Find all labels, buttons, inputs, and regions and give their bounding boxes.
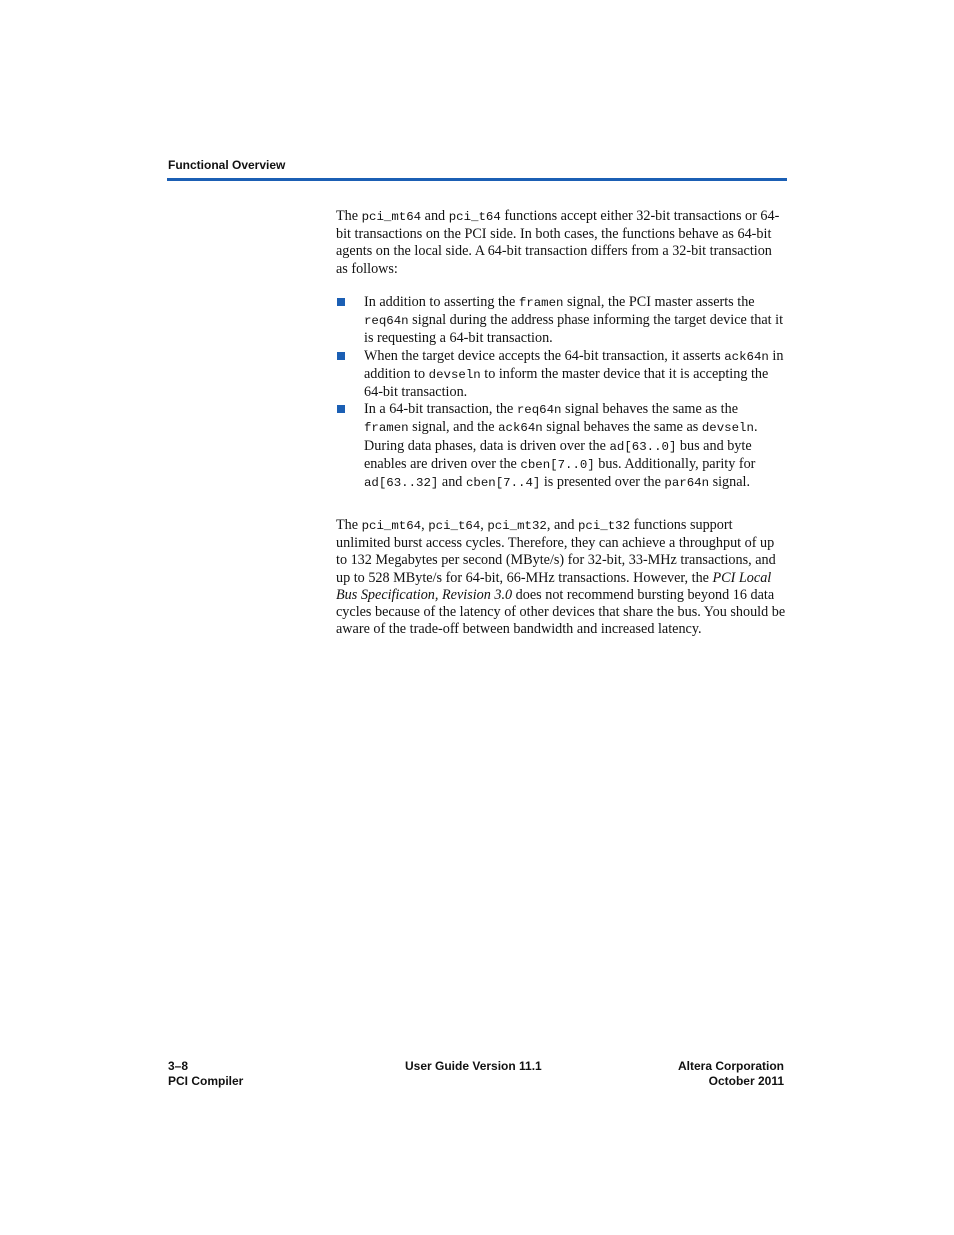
bullet-square-icon <box>337 298 345 306</box>
header-rule <box>167 178 787 181</box>
signal-name: par64n <box>664 476 710 491</box>
company-name: Altera Corporation <box>677 1059 784 1073</box>
signal-name: pci_mt64 <box>361 210 422 224</box>
list-item: In a 64-bit transaction, the req64n signal behaves the same as the framen signal, and the ack64n signal behaves the same as devseln. During data phases, data is driven over the ad[63..0] bus and byte enables are driven over the cben[7..0] bus. Additionally, parity for ad[63..32] and cben[7..4] is presented over the par64n signal. <box>336 401 786 492</box>
bullet-section <box>336 294 786 492</box>
section-title: Functional Overview <box>168 158 286 172</box>
signal-name: ack64n <box>498 421 543 436</box>
product-name: PCI Compiler <box>168 1074 244 1088</box>
signal-name: pci_mt64 <box>361 519 422 533</box>
footer-right <box>678 1059 784 1089</box>
signal-name: devseln <box>701 421 754 436</box>
signal-name: ad[63..32] <box>364 476 439 491</box>
signal-name: cben[7..4] <box>465 476 541 491</box>
intro-paragraph: The pci_mt64 and pci_t64 functions accept either 32-bit transactions or 64-bit transactions on the PCI side. In both cases, the functions behave as 64-bit agents on the local side. A 64-bit transaction differs from a 32-bit transaction as follows: <box>336 208 780 277</box>
bullet-list <box>336 294 786 492</box>
footer-center <box>405 1059 542 1074</box>
list-item: When the target device accepts the 64-bit transaction, it asserts ack64n in addition to devseln to inform the master device that it is accepting the 64-bit transaction. <box>336 348 786 402</box>
signal-name: req64n <box>516 403 562 418</box>
bullet-square-icon <box>337 405 345 413</box>
signal-name: pci_t64 <box>448 210 501 224</box>
signal-name: devseln <box>428 367 481 382</box>
signal-name: req64n <box>364 314 409 329</box>
burst-paragraph: The pci_mt64, pci_t64, pci_mt32, and pci_t32 functions support unlimited burst access cycles. Therefore, they can achieve a throughput of up to 132 Megabytes per second (MByte/s) for 32-bit, 33-MHz transactions, and up to 528 MByte/s for 64-bit, 66-MHz transactions. However, the PCI Local Bus Specification, Revision 3.0 does not recommend bursting beyond 16 data cycles because of the latency of other devices that share the bus. You should be aware of the trade-off between bandwidth and increased latency. <box>336 517 786 638</box>
signal-name: cben[7..0] <box>520 457 595 472</box>
page-number: 3–8 <box>168 1059 189 1073</box>
signal-name: pci_mt32 <box>487 519 547 533</box>
list-item: In addition to asserting the framen signal, the PCI master asserts the req64n signal during the address phase informing the target device that it is requesting a 64-bit transaction. <box>336 294 786 348</box>
bullet-square-icon <box>337 352 345 360</box>
publication-date: October 2011 <box>708 1074 784 1088</box>
signal-name: framen <box>364 421 409 436</box>
guide-version: User Guide Version 11.1 <box>405 1059 542 1073</box>
spec-reference: PCI Local Bus Specification, Revision 3.0 <box>336 569 772 603</box>
signal-name: framen <box>518 296 564 310</box>
signal-name: ad[63..0] <box>609 439 677 454</box>
footer-left <box>168 1059 243 1089</box>
signal-name: pci_t32 <box>578 519 631 533</box>
signal-name: pci_t64 <box>428 519 481 533</box>
signal-name: ack64n <box>724 349 769 364</box>
